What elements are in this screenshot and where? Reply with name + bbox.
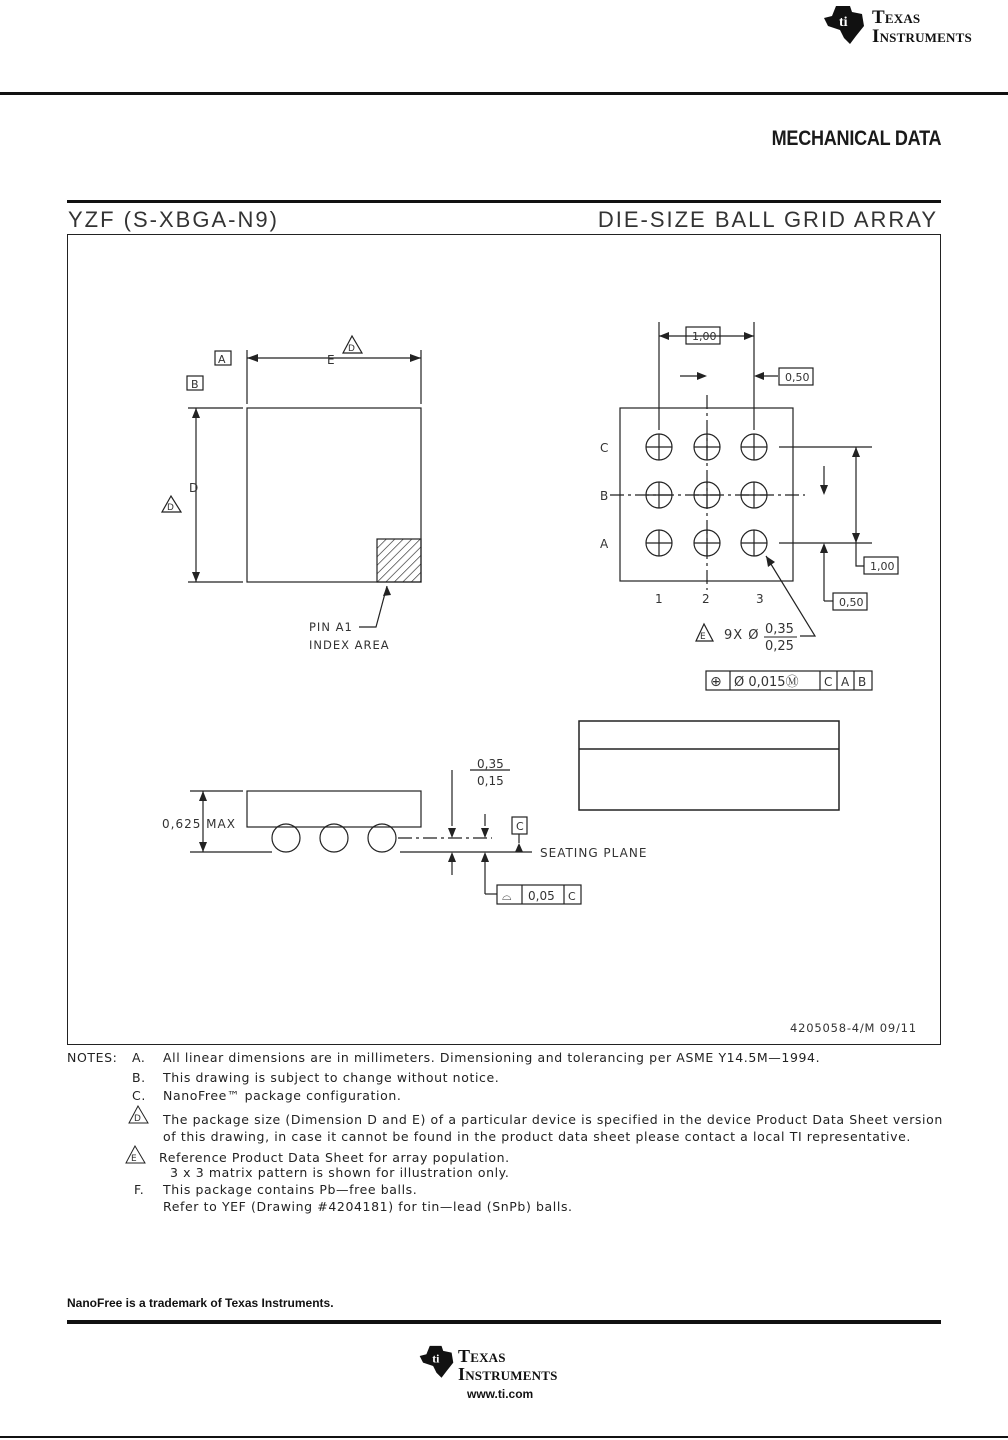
offset-right-value: 0,50 [839,596,864,609]
pin-a1-index-area [377,539,421,582]
trademark-notice: NanoFree is a trademark of Texas Instruments. [67,1296,334,1310]
footer-brand-line-1: Texas [458,1346,506,1366]
seating-plane-label: SEATING PLANE [540,846,648,860]
ball-dia-min: 0,25 [765,639,794,654]
svg-text:ti: ti [839,15,848,30]
coplanarity-symbol: ⌓ [502,889,512,903]
note-f-flag: F. [134,1182,145,1197]
drawing-number: 4205058-4/M 09/11 [790,1021,917,1035]
position-symbol: ⊕ [710,674,722,690]
page-title: MECHANICAL DATA [771,127,941,150]
index-area-label: INDEX AREA [309,638,390,652]
col-label-3: 3 [756,592,764,606]
row-label-b: B [600,489,609,503]
note-e-flag-label: E [700,632,706,642]
note-a-flag: A. [132,1050,146,1065]
brand-line-2: Instruments [872,26,972,47]
pitch-right-value: 1,00 [870,560,895,573]
ti-state-icon-bottom [418,1342,460,1380]
datum-b-label: B [191,378,199,391]
height-max-label: 0,625 MAX [162,817,236,831]
datum-a-label: A [218,353,226,366]
note-b-flag: B. [132,1070,146,1085]
package-type: DIE-SIZE BALL GRID ARRAY [597,207,938,232]
pin-a1-label: PIN A1 [309,620,353,634]
footer-rule [67,1320,941,1324]
col-label-1: 1 [655,592,663,606]
notes-flag-d-label: D [134,1114,141,1124]
note-d-flag-label: D [348,344,355,354]
note-a-text: All linear dimensions are in millimeters. Dimensioning and tolerancing per ASME Y14.5M—1994. [163,1050,821,1065]
website-link[interactable]: www.ti.com [467,1387,534,1401]
ball-grid [646,434,767,556]
coplanarity-value: 0,05 [528,889,555,903]
note-c-flag: C. [132,1088,146,1103]
note-d-text-2: of this drawing, in case it cannot be found in the product data sheet please contact a local TI representative. [163,1129,911,1144]
footer-brand-line-2: Instruments [458,1364,558,1384]
package-code: YZF (S-XBGA-N9) [68,207,279,232]
datum-c-label: C [516,820,524,833]
package-dimension-table [579,721,839,810]
side-ball-2 [320,824,348,852]
ball-count: 9X Ø [724,628,760,643]
ball-dia-max: 0,35 [765,622,794,637]
notes-label: NOTES: [67,1050,118,1065]
row-label-c: C [600,441,609,455]
row-label-a: A [600,537,609,551]
note-d-text: The package size (Dimension D and E) of a particular device is specified in the device Product Data Sheet version [163,1112,943,1127]
dim-d-label: D [189,481,199,495]
brand-line-1: Texas [872,7,921,28]
coplanarity-datum: C [568,890,576,903]
offset-top-value: 0,50 [785,371,810,384]
note-d-flag-label-2: D [167,503,174,513]
note-f-text-2: Refer to YEF (Drawing #4204181) for tin—lead (SnPb) balls. [163,1199,573,1214]
ti-logo-bottom [418,1342,588,1386]
position-datum-c: C [824,675,833,689]
notes-flag-e-label: E [131,1154,137,1164]
note-f-text: This package contains Pb—free balls. [163,1182,418,1197]
standoff-max: 0,35 [477,757,504,771]
standoff-min: 0,15 [477,774,504,788]
package-side-view [247,791,421,827]
dim-e-label: E [327,353,335,367]
position-datum-b: B [858,675,867,689]
pitch-top-value: 1,00 [692,330,717,343]
side-ball-3 [368,824,396,852]
note-c-text: NanoFree™ package configuration. [163,1088,402,1103]
page-bottom-rule [0,1436,1008,1438]
side-ball-1 [272,824,300,852]
note-e-text: Reference Product Data Sheet for array population. [159,1150,510,1165]
svg-text:ti: ti [432,1352,440,1366]
note-e-text-2: 3 x 3 matrix pattern is shown for illustration only. [170,1165,510,1180]
col-label-2: 2 [702,592,710,606]
position-tolerance-value: Ø 0,015Ⓜ [734,675,799,690]
note-b-text: This drawing is subject to change without notice. [163,1070,500,1085]
position-datum-a: A [841,675,850,689]
